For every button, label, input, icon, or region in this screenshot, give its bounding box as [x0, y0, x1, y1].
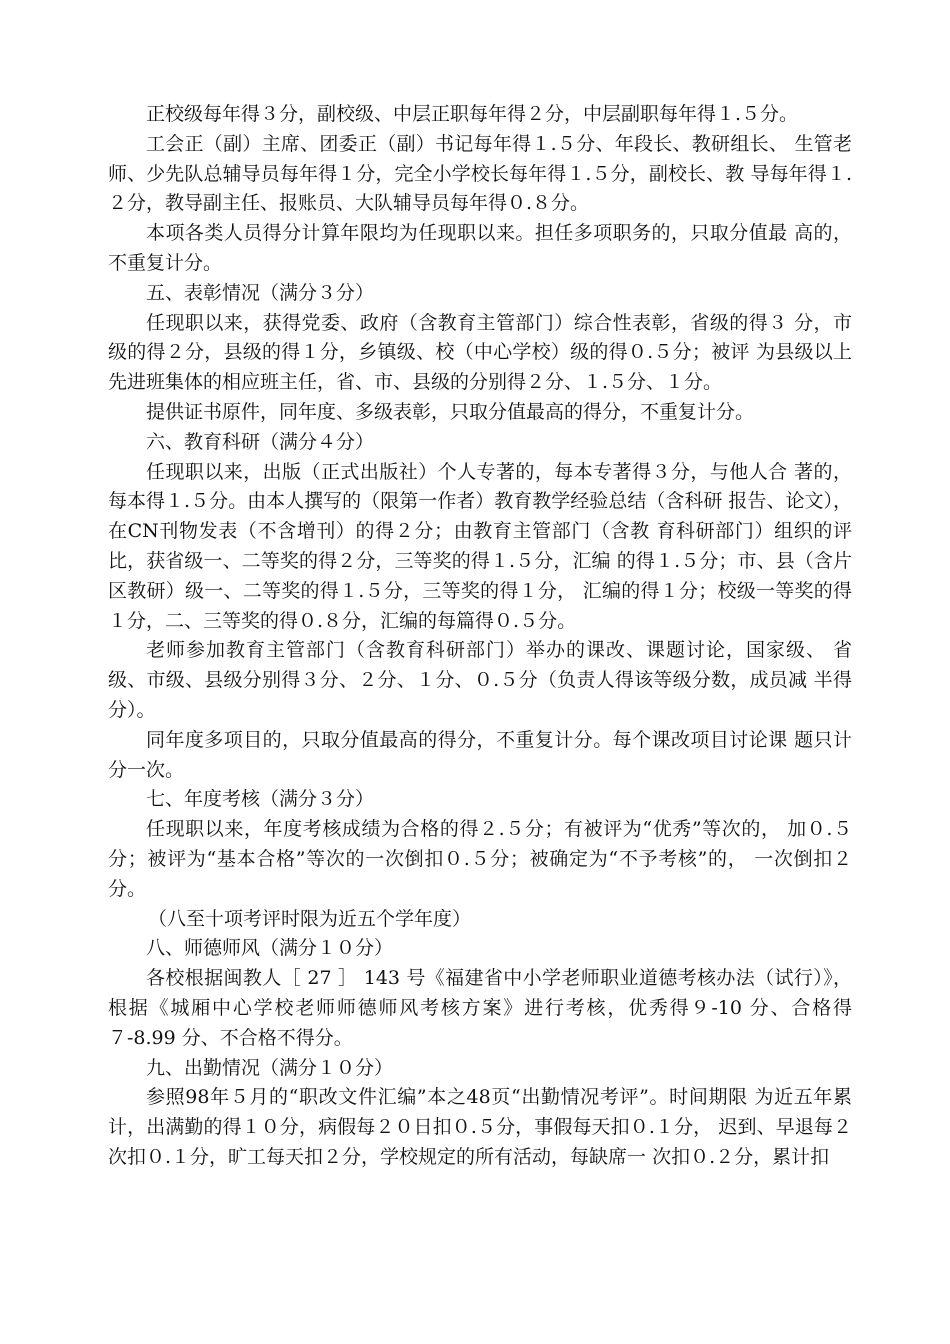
paragraph-same-year-note: 同年度多项目的，只取分值最高的得分，不重复计分。每个课改项目讨论课 题只计分一次。 — [108, 728, 852, 781]
paragraph-attendance-rules: 参照98年５月的“职改文件汇编”本之48页“出勤情况考评”。时间期限 为近五年累计，出满勤的得１０分，病假每２０日扣０.５分，事假每天扣０.１分， 迟到、早退每２次扣０.１分，旷工每天扣２分，学校规定的所有活动，每缺席一 次扣０.２分，累计扣 — [108, 1086, 852, 1168]
section-heading-research: 六、教育科研（满分４分） — [146, 430, 375, 453]
section-heading-ethics: 八、师德师风（满分１０分） — [146, 937, 394, 960]
paragraph-score-period-note: 本项各类人员得分计算年限均为任现职以来。担任多项职务的，只取分值最 高的，不重复计分。 — [108, 222, 852, 274]
section-heading-attendance: 九、出勤情况（满分１０分） — [146, 1056, 394, 1079]
paragraph-commendation-rules: 任现职以来，获得党委、政府（含教育主管部门）综合性表彰，省级的得３ 分，市级的得２分，县级的得１分，乡镇级、校（中心学校）级的得０.５分；被评 为县级以上先进班集体的相应班主任，省、市、县级的分别得２分、１.５分、１分。 — [108, 311, 852, 394]
paragraph-annual-review-rules: 任现职以来，年度考核成绩为合格的得２.５分；有被评为“优秀”等次的， 加０.５分；被评为“基本合格”等次的一次倒扣０.５分；被确定为“不予考核”的， 一次倒扣２分。 — [108, 818, 852, 900]
section-heading-annual-review: 七、年度考核（满分３分） — [146, 788, 375, 811]
paragraph-ethics-rules: 各校根据闽教人［ 27 ］ 143 号《福建省中小学老师职业道德考核办法（试行）》，根据《城厢中心学校老师师德师风考核方案》进行考核，优秀得９-10 分、合格得７-8.99 分、不合格不得分。 — [108, 967, 852, 1049]
section-heading-commendation: 五、表彰情况（满分３分） — [146, 281, 375, 304]
paragraph-period-note: （八至十项考评时限为近五个学年度） — [148, 907, 472, 930]
paragraph-research-rules: 任现职以来，出版（正式出版社）个人专著的，每本专著得３分，与他人合 著的，每本得１.５分。由本人撰写的（限第一作者）教育教学经验总结（含科研 报告、论文），在CN刊物发表（不含增刊）的得２分；由教育主管部门（含教 育科研部门）组织的评比，获省级一、二等奖的得２分，三等奖的得１.５分，汇编 的得１.５分；市、县（含片区教研）级一、二等奖的得１.５分，三等奖的得１分， 汇编的得１分；校级一等奖的得１分，二、三等奖的得０.８分，汇编的每篇得０.５分。 — [108, 460, 852, 632]
paragraph-curriculum-reform: 老师参加教育主管部门（含教育科研部门）举办的课改、课题讨论，国家级、 省级、市级、县级分别得３分、２分、１分、０.５分（负责人得该等级分数，成员减 半得分）。 — [108, 639, 852, 721]
paragraph-union-roles-scores: 工会正（副）主席、团委正（副）书记每年得１.５分、年段长、教研组长、 生管老师、少先队总辅导员每年得１分，完全小学校长每年得１.５分，副校长、教 导每年得１.２分，教导副主任、报账员、大队辅导员每年得０.８分。 — [108, 132, 852, 215]
document-body — [108, 100, 852, 1173]
paragraph-certificate-note: 提供证书原件，同年度、多级表彰，只取分值最高的得分，不重复计分。 — [146, 400, 755, 423]
paragraph-school-level-scores: 正校级每年得３分，副校级、中层正职每年得２分，中层副职每年得１.５分。 — [146, 103, 799, 125]
